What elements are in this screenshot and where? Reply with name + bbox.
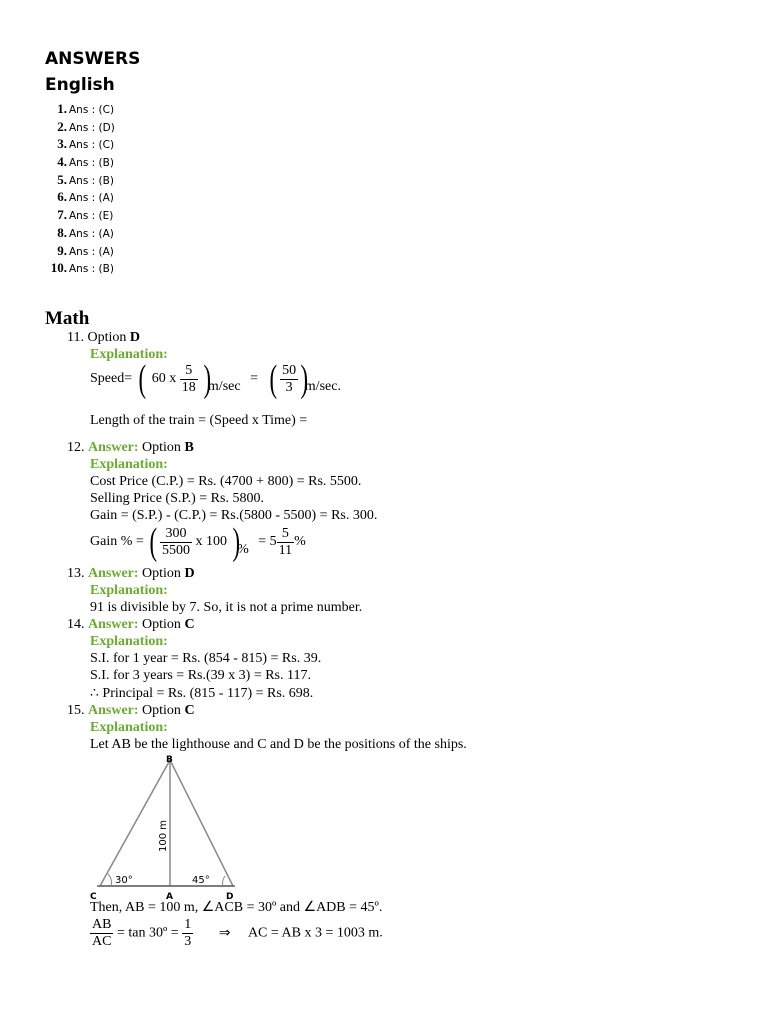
- english-answer-item: [45, 100, 115, 118]
- english-answer-number: 10.: [50, 260, 67, 276]
- q11-speed-expression: Speed= ( 60 x $\frac{5}{18}$ )m/sec = ( $\frac{50}{3}$ )m/sec.: [90, 358, 341, 400]
- q11-explanation-label: Explanation:: [90, 347, 168, 362]
- english-answer-item: [45, 188, 115, 206]
- q12-line2: Selling Price (S.P.) = Rs. 5800.: [90, 491, 264, 506]
- q11-speed-denominator: 18: [181, 379, 196, 395]
- english-answer-item: [45, 206, 115, 224]
- english-answer-item: [45, 242, 115, 260]
- q12-gain-expression: Gain % = ( $\frac{300}{5500}$ x 100 )% = 5 $\frac{5}{11}$ %: [90, 521, 306, 563]
- q15-one-three-fraction: [182, 917, 193, 950]
- q13-line: [67, 566, 195, 582]
- q12-line: [67, 440, 194, 456]
- q13-explanation-label: Explanation:: [90, 583, 168, 598]
- q12-option-value: B: [184, 440, 194, 455]
- q15-line: [67, 703, 195, 719]
- q11-length-line: Length of the train = (Speed x Time) =: [90, 413, 308, 428]
- english-answer-item: [45, 171, 115, 189]
- q13-number: 13.: [67, 566, 85, 581]
- q12-mixed-denominator: 11: [278, 542, 293, 558]
- q14-line1: S.I. for 1 year = Rs. (854 - 815) = Rs. 39.: [90, 651, 322, 666]
- english-answer-number: 1.: [57, 101, 67, 116]
- english-answer-item: [45, 135, 115, 153]
- q12-gain-fraction: [160, 526, 192, 559]
- q14-explanation-label: Explanation:: [90, 634, 168, 649]
- q14-option-label: Option: [142, 617, 181, 632]
- q11-speed-prefix: Speed=: [90, 371, 133, 386]
- q14-number: 14.: [67, 617, 85, 632]
- q11-option-label: Option: [87, 330, 127, 345]
- q15-implies: ⇒: [218, 926, 231, 941]
- english-answer-number: 5.: [57, 171, 67, 187]
- english-answer-list: [45, 100, 115, 277]
- q12-explanation-label: Explanation:: [90, 457, 168, 472]
- q11-number: 11.: [67, 330, 84, 345]
- q14-line2: S.I. for 3 years = Rs.(39 x 3) = Rs. 117.: [90, 668, 311, 683]
- q15-one: 1: [184, 917, 192, 932]
- q11-result-fraction: [280, 363, 298, 396]
- english-answer-text: Ans : (C): [69, 139, 115, 152]
- label-B: B: [166, 755, 173, 765]
- q11-option-value: D: [129, 330, 140, 345]
- english-answer-text: Ans : (A): [69, 227, 114, 240]
- english-answer-number: 4.: [57, 154, 67, 170]
- q13-line1: 91 is divisible by 7. So, it is not a prime number.: [90, 600, 363, 615]
- height-label: 100 m: [158, 819, 169, 852]
- english-answer-item: [45, 224, 115, 242]
- english-answer-text: Ans : (B): [69, 174, 114, 187]
- q15-frac-denominator: AC: [92, 934, 112, 949]
- q12-gain-numerator: 300: [160, 526, 192, 543]
- q12-gain-denominator: 5500: [161, 542, 190, 558]
- q15-result: AC = AB x 3 = 1003 m.: [247, 925, 383, 941]
- q11-speed-fraction: [180, 363, 198, 396]
- english-answer-text: Ans : (A): [69, 192, 114, 205]
- q13-option-value: D: [184, 566, 195, 581]
- q12-gain-prefix: Gain % =: [90, 534, 144, 549]
- q15-explanation-label: Explanation:: [90, 720, 168, 735]
- angle-arc-right: [223, 876, 225, 886]
- q12-gain-x100: x 100: [195, 534, 227, 549]
- q12-mixed-fraction: [277, 526, 294, 559]
- q12-line1: Cost Price (C.P.) = Rs. (4700 + 800) = Rs. 5500.: [90, 474, 362, 489]
- english-answer-number: 9.: [57, 242, 67, 258]
- label-A: A: [166, 892, 173, 902]
- q15-tan-eq: = tan 30º =: [116, 925, 179, 941]
- english-answer-number: 7.: [57, 207, 67, 223]
- q14-option-value: C: [184, 617, 195, 632]
- lighthouse-diagram: [85, 752, 245, 902]
- q14-answer-label: Answer:: [88, 617, 139, 632]
- q15-ab-ac-fraction: [90, 917, 113, 950]
- q12-mixed-numerator: 5: [277, 526, 294, 543]
- page-heading: ANSWERS: [45, 49, 141, 69]
- label-D: D: [226, 892, 234, 902]
- q11-result-denominator: 3: [285, 379, 293, 395]
- math-heading: Math: [45, 308, 90, 329]
- q15-option-label: Option: [142, 703, 181, 718]
- english-answer-number: 2.: [57, 118, 67, 134]
- q12-answer-label: Answer:: [88, 440, 139, 455]
- q12-option-label: Option: [142, 440, 181, 455]
- q15-answer-label: Answer:: [88, 703, 139, 718]
- english-answer-text: Ans : (B): [69, 263, 114, 276]
- english-answer-item: [45, 118, 115, 136]
- english-answer-item: [45, 259, 115, 277]
- q11-speed-unit1: m/sec: [207, 379, 241, 395]
- english-answer-number: 3.: [57, 136, 67, 152]
- q12-number: 12.: [67, 440, 85, 455]
- english-answer-text: Ans : (B): [69, 157, 114, 170]
- q15-then-line: Then, AB = 100 m, ∠ACB = 30º and ∠ADB = 45º.: [90, 900, 383, 915]
- q12-gain-equals: = 5: [258, 534, 277, 549]
- q15-number: 15.: [67, 703, 85, 718]
- q15-line1: Let AB be the lighthouse and C and D be the positions of the ships.: [90, 737, 467, 752]
- q11-result-numerator: 50: [282, 362, 297, 378]
- q12-line3: Gain = (S.P.) - (C.P.) = Rs.(5800 - 5500) = Rs. 300.: [90, 508, 378, 523]
- english-answer-text: Ans : (E): [69, 210, 114, 223]
- q15-three: 3: [184, 934, 192, 949]
- english-answer-text: Ans : (D): [69, 121, 115, 134]
- angle-arc-left: [108, 874, 112, 886]
- english-answer-item: [45, 153, 115, 171]
- q11-speed-60x: 60 x: [151, 371, 177, 386]
- q11-speed-unit2: m/sec.: [304, 379, 341, 395]
- angle-30-label: 30°: [115, 875, 133, 886]
- english-answer-text: Ans : (A): [69, 245, 114, 258]
- english-answer-number: 8.: [57, 224, 67, 240]
- q11-line: [67, 330, 140, 346]
- q13-answer-label: Answer:: [88, 566, 139, 581]
- q15-option-value: C: [184, 703, 195, 718]
- q12-percent2: %: [294, 534, 306, 549]
- english-heading: English: [45, 75, 115, 95]
- q14-line3: ∴ Principal = Rs. (815 - 117) = Rs. 698.: [90, 686, 314, 701]
- q14-line: [67, 617, 195, 633]
- q11-speed-numerator: 5: [180, 363, 198, 380]
- q12-percent: %: [237, 542, 249, 558]
- english-answer-text: Ans : (C): [69, 104, 115, 116]
- q11-equals: =: [250, 371, 258, 386]
- q15-tan-expression: [90, 917, 383, 950]
- q13-option-label: Option: [142, 566, 181, 581]
- english-answer-number: 6.: [57, 189, 67, 205]
- label-C: C: [90, 892, 97, 902]
- q15-frac-numerator: AB: [92, 917, 112, 932]
- angle-45-label: 45°: [192, 875, 210, 886]
